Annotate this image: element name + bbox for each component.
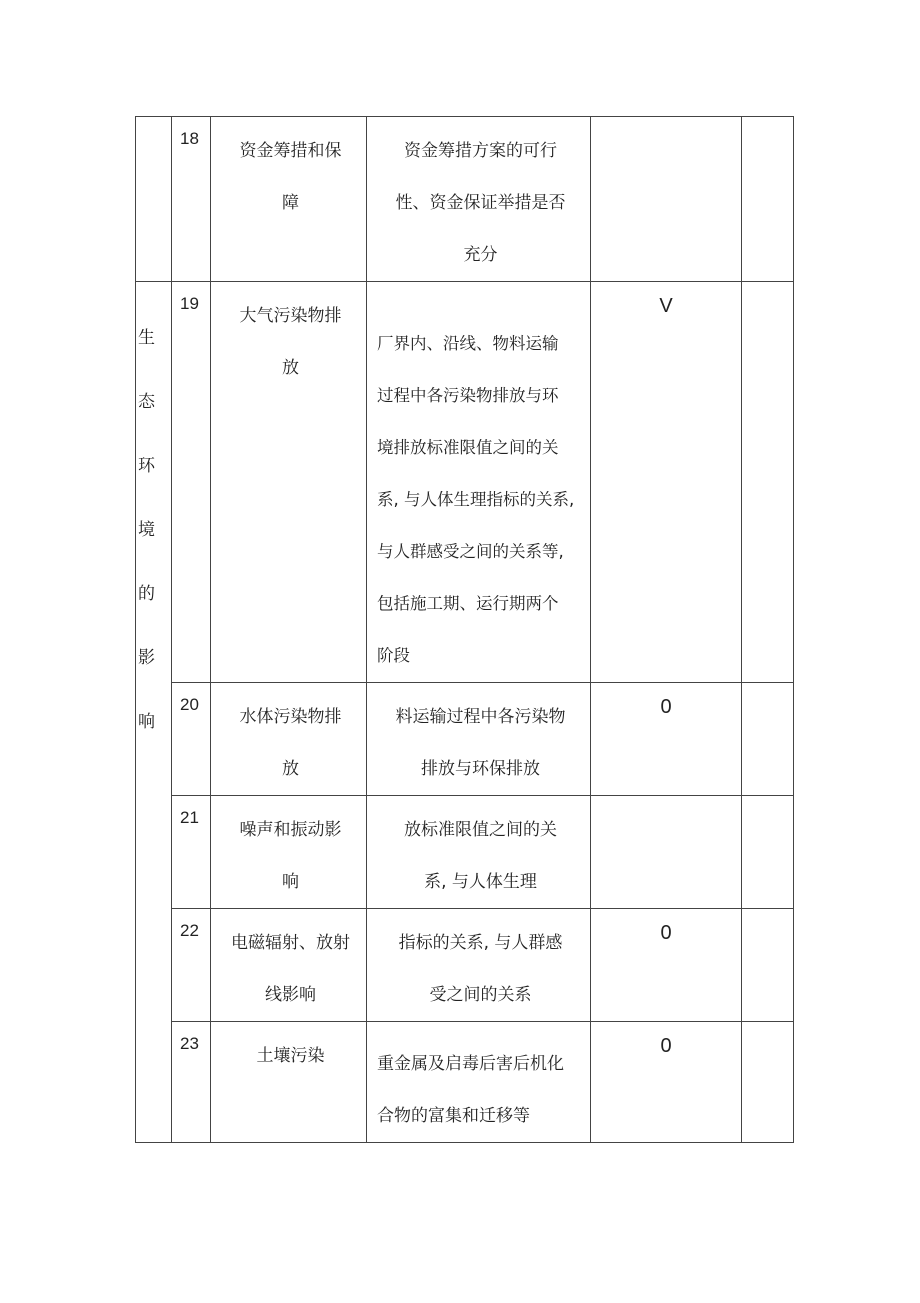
content-cell: 重金属及启毒后害后机化 合物的富集和迁移等 xyxy=(367,1022,591,1143)
remark-cell xyxy=(742,1022,794,1143)
remark-cell xyxy=(742,683,794,796)
table-row xyxy=(136,796,794,909)
row-number: 23 xyxy=(172,1022,211,1143)
table-row xyxy=(136,683,794,796)
item-cell: 大气污染物排 放 xyxy=(211,282,367,683)
row-number: 20 xyxy=(172,683,211,796)
mark-cell: 0 xyxy=(591,1022,742,1143)
row-number: 18 xyxy=(172,117,211,282)
item-cell: 水体污染物排 放 xyxy=(211,683,367,796)
remark-cell xyxy=(742,909,794,1022)
remark-cell xyxy=(742,796,794,909)
content-cell: 放标准限值之间的关 系, 与人体生理 xyxy=(367,796,591,909)
row-number: 21 xyxy=(172,796,211,909)
table-row xyxy=(136,117,794,282)
evaluation-table xyxy=(135,116,794,1143)
mark-cell: V xyxy=(591,282,742,683)
mark-cell: 0 xyxy=(591,683,742,796)
content-cell: 料运输过程中各污染物 排放与环保排放 xyxy=(367,683,591,796)
mark-cell: 0 xyxy=(591,909,742,1022)
table-row xyxy=(136,282,794,683)
content-cell: 指标的关系, 与人群感 受之间的关系 xyxy=(367,909,591,1022)
item-cell: 土壤污染 xyxy=(211,1022,367,1143)
category-cell: 生 态 环 境 的 影 响 xyxy=(136,282,172,1143)
row-number: 19 xyxy=(172,282,211,683)
table-row xyxy=(136,909,794,1022)
remark-cell xyxy=(742,117,794,282)
content-cell: 厂界内、沿线、物料运输 过程中各污染物排放与环 境排放标准限值之间的关 系, 与人体生理指标的关系, 与人群感受之间的关系等, 包括施工期、运行期两个 阶段 xyxy=(367,282,591,683)
item-cell: 噪声和振动影 响 xyxy=(211,796,367,909)
remark-cell xyxy=(742,282,794,683)
table-row xyxy=(136,1022,794,1143)
row-number: 22 xyxy=(172,909,211,1022)
item-cell: 电磁辐射、放射 线影响 xyxy=(211,909,367,1022)
mark-cell xyxy=(591,117,742,282)
mark-cell xyxy=(591,796,742,909)
content-cell: 资金筹措方案的可行 性、资金保证举措是否 充分 xyxy=(367,117,591,282)
category-cell-empty xyxy=(136,117,172,282)
item-cell: 资金筹措和保 障 xyxy=(211,117,367,282)
